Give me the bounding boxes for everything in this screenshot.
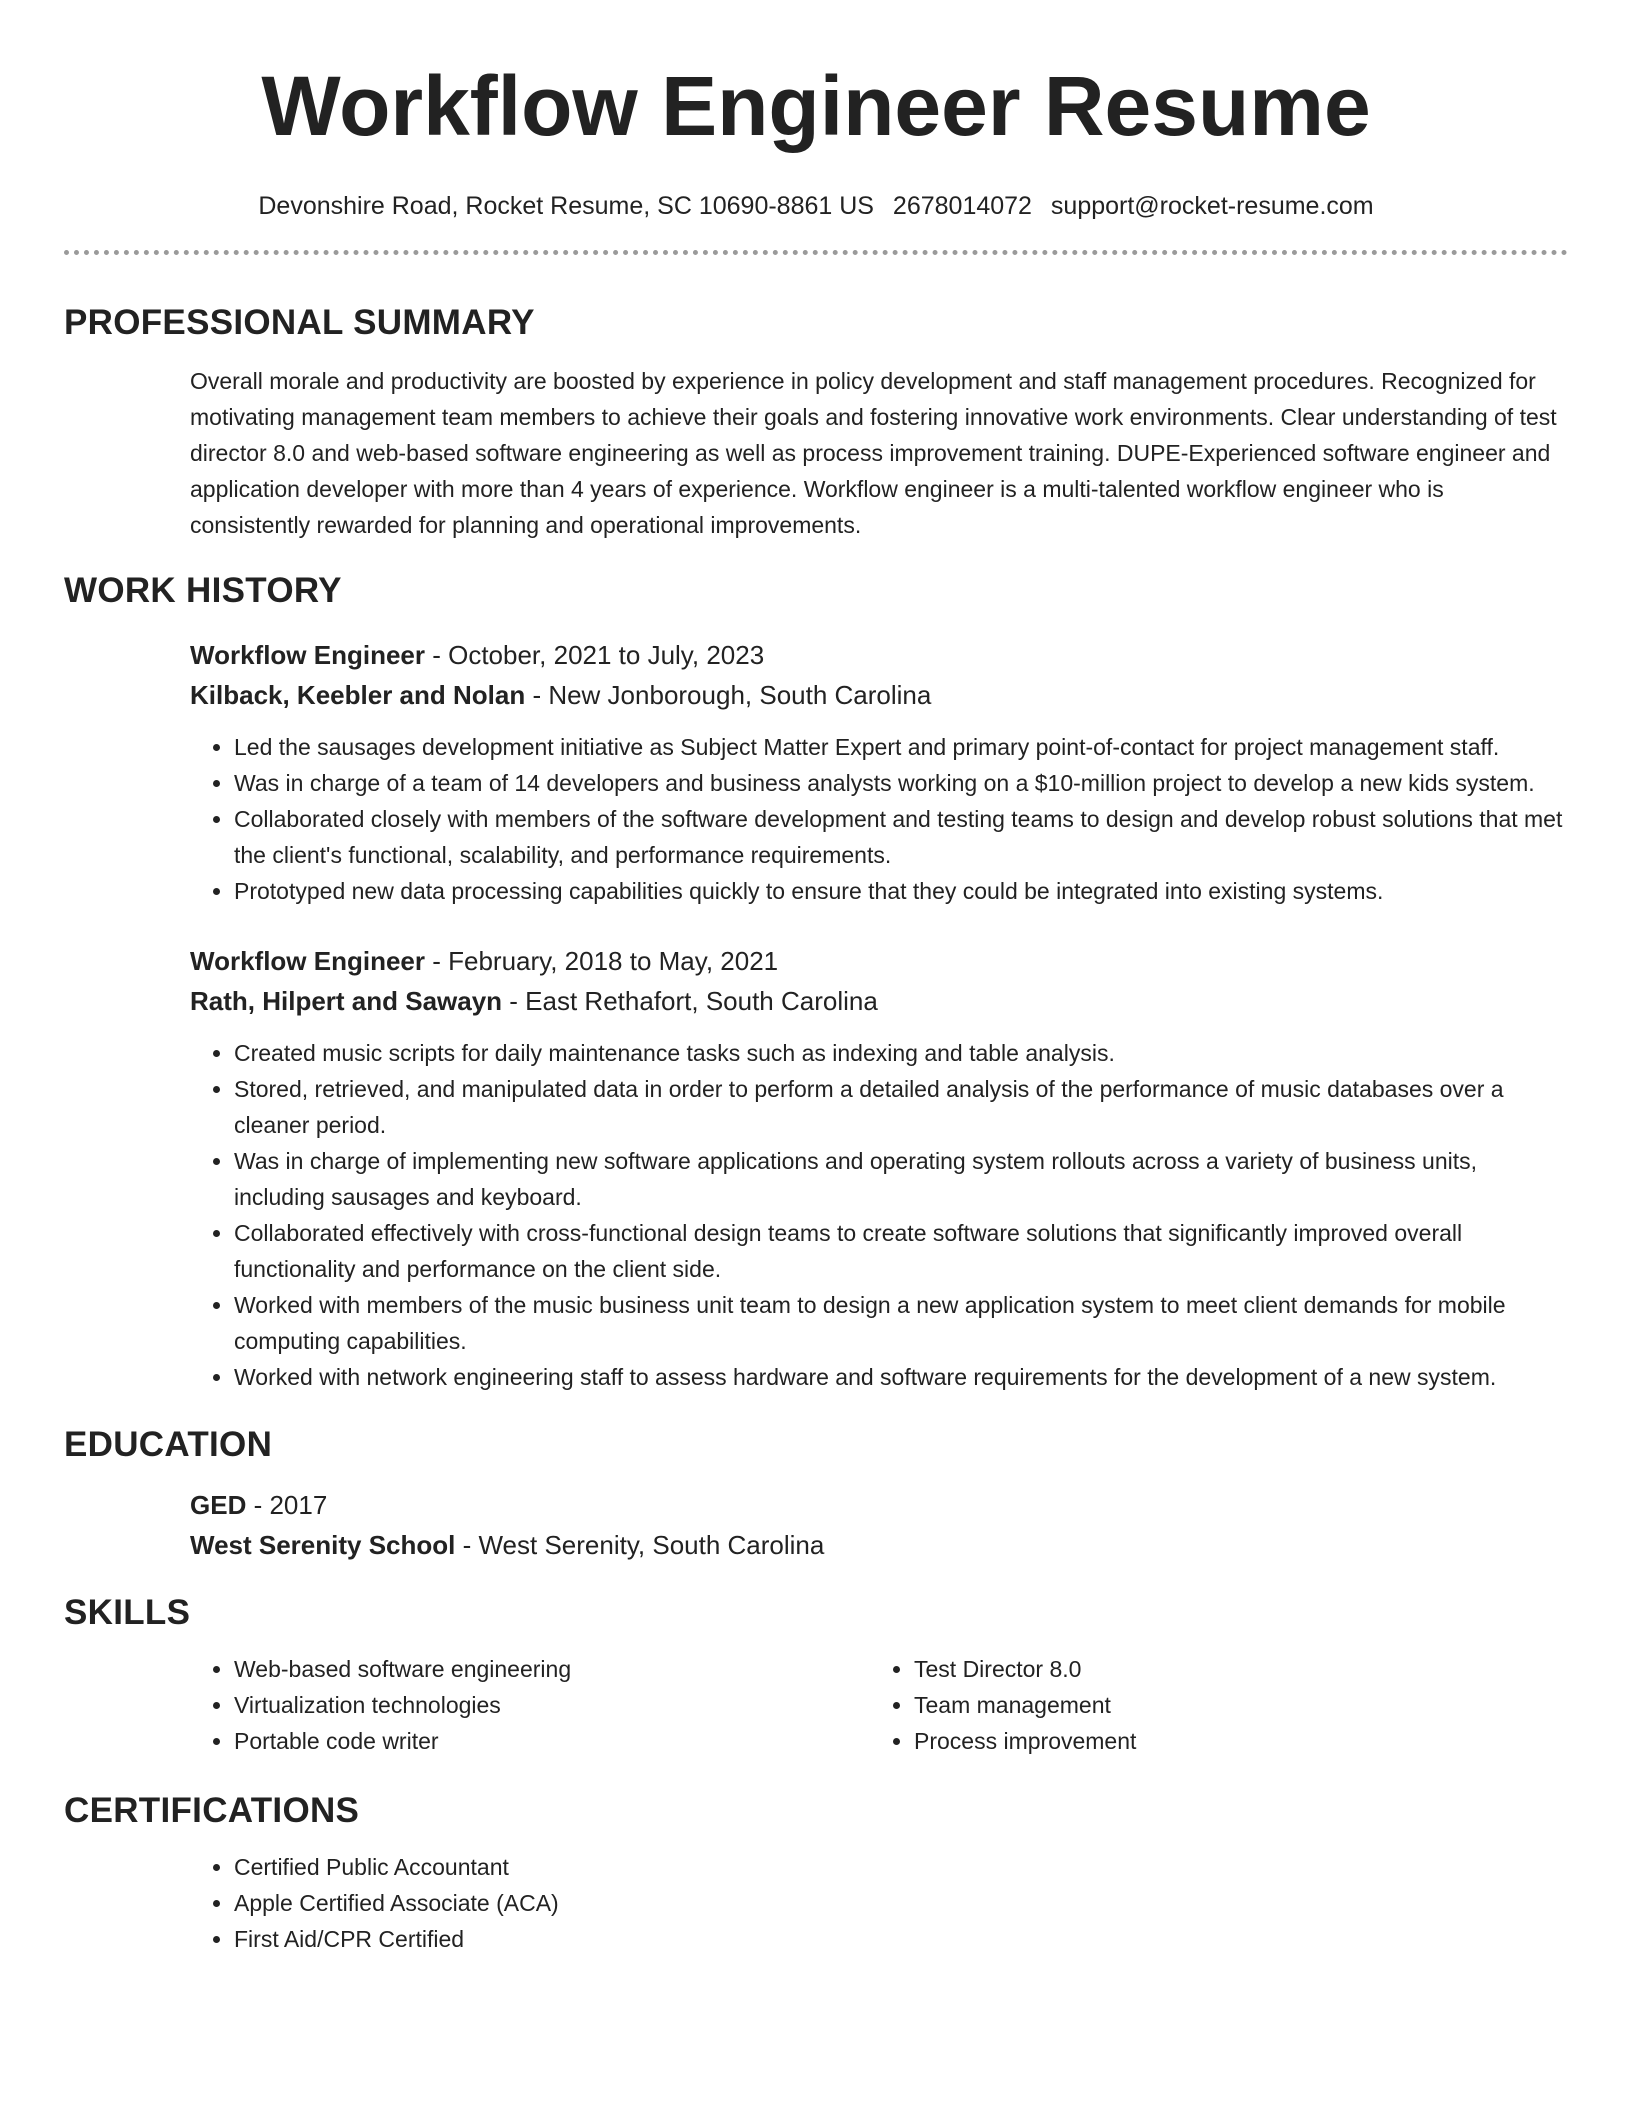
work-history-heading: WORK HISTORY (64, 571, 342, 610)
contact-phone: 2678014072 (892, 192, 1032, 220)
certification-item: • First Aid/CPR Certified (234, 1921, 1568, 1957)
job-bullet: • Collaborated effectively with cross-functional design teams to create software solutions that significantly improved overall functionality and performance on the client side. (234, 1215, 1568, 1287)
education-degree-line (190, 1485, 1568, 1525)
skill-item: • Virtualization technologies (234, 1687, 870, 1723)
header-divider (64, 250, 1568, 255)
skill-item: • Test Director 8.0 (914, 1651, 1370, 1687)
job-company: Kilback, Keebler and Nolan (190, 680, 526, 710)
certifications-list (190, 1849, 1568, 1957)
skill-item: • Process improvement (914, 1723, 1370, 1759)
job-bullet: • Worked with network engineering staff to assess hardware and software requirements for the development of a new system. (234, 1359, 1568, 1395)
contact-email: support@rocket-resume.com (1050, 192, 1374, 220)
job-location: - East Rethafort, South Carolina (502, 986, 878, 1016)
job-company: Rath, Hilpert and Sawayn (190, 986, 503, 1016)
skill-item: • Portable code writer (234, 1723, 870, 1759)
summary-text: Overall morale and productivity are boosted by experience in policy development and staff management procedures. Recognized for motivating management team members to achieve their goals and fostering innovative work environments. Clear understanding of test director 8.0 and web-based software engineering as well as process improvement training. DUPE-Experienced software engineer and application developer with more than 4 years of experience. Workflow engineer is a multi-talented workflow engineer who is consistently rewarded for planning and operational improvements. (190, 368, 1557, 538)
job-company-line (190, 675, 1568, 715)
job-bullets (190, 1035, 1568, 1395)
education-school-line (190, 1525, 1568, 1565)
education-degree: GED (190, 1490, 247, 1520)
job-entry (190, 635, 1568, 909)
job-bullet: • Created music scripts for daily maintenance tasks such as indexing and table analysis. (234, 1035, 1568, 1071)
skill-item: • Web-based software engineering (234, 1651, 870, 1687)
summary-section (64, 301, 1568, 543)
certifications-heading: CERTIFICATIONS (64, 1791, 360, 1830)
job-title: Workflow Engineer (190, 946, 425, 976)
job-entry (190, 941, 1568, 1395)
education-heading: EDUCATION (64, 1425, 273, 1464)
job-bullets (190, 729, 1568, 909)
skills-column (190, 1651, 870, 1759)
job-company-line (190, 981, 1568, 1021)
skills-section (64, 1591, 1568, 1759)
resume-title: Workflow Engineer Resume (261, 59, 1371, 153)
certification-item: • Apple Certified Associate (ACA) (234, 1885, 1568, 1921)
education-year: - 2017 (246, 1490, 328, 1520)
job-title-line (190, 941, 1568, 981)
job-dates: - October, 2021 to July, 2023 (425, 640, 765, 670)
job-bullet: • Worked with members of the music business unit team to design a new application system to meet client demands for mobile computing capabilities. (234, 1287, 1568, 1359)
job-bullet: • Was in charge of a team of 14 developers and business analysts working on a $10-million project to develop a new kids system. (234, 765, 1568, 801)
contact-address: Devonshire Road, Rocket Resume, SC 10690-8861 US (258, 192, 874, 220)
summary-heading: PROFESSIONAL SUMMARY (64, 303, 535, 342)
certifications-section (64, 1789, 1568, 1957)
job-location: - New Jonborough, South Carolina (525, 680, 932, 710)
certification-item: • Certified Public Accountant (234, 1849, 1568, 1885)
skills-column (870, 1651, 1370, 1759)
skill-item: • Team management (914, 1687, 1370, 1723)
job-title: Workflow Engineer (190, 640, 425, 670)
job-bullet: • Led the sausages development initiative as Subject Matter Expert and primary point-of-contact for project management staff. (234, 729, 1568, 765)
skills-heading: SKILLS (64, 1593, 191, 1632)
job-bullet: • Prototyped new data processing capabilities quickly to ensure that they could be integrated into existing systems. (234, 873, 1568, 909)
job-bullet: • Stored, retrieved, and manipulated data in order to perform a detailed analysis of the performance of music databases over a cleaner period. (234, 1071, 1568, 1143)
education-school: West Serenity School (190, 1530, 456, 1560)
work-history-section (64, 569, 1568, 1395)
job-title-line (190, 635, 1568, 675)
job-bullet: • Collaborated closely with members of the software development and testing teams to design and develop robust solutions that met the client's functional, scalability, and performance requirements. (234, 801, 1568, 873)
job-dates: - February, 2018 to May, 2021 (425, 946, 779, 976)
contact-line (64, 190, 1568, 222)
job-bullet: • Was in charge of implementing new software applications and operating system rollouts across a variety of business units, including sausages and keyboard. (234, 1143, 1568, 1215)
education-location: - West Serenity, South Carolina (455, 1530, 825, 1560)
education-section (64, 1423, 1568, 1565)
